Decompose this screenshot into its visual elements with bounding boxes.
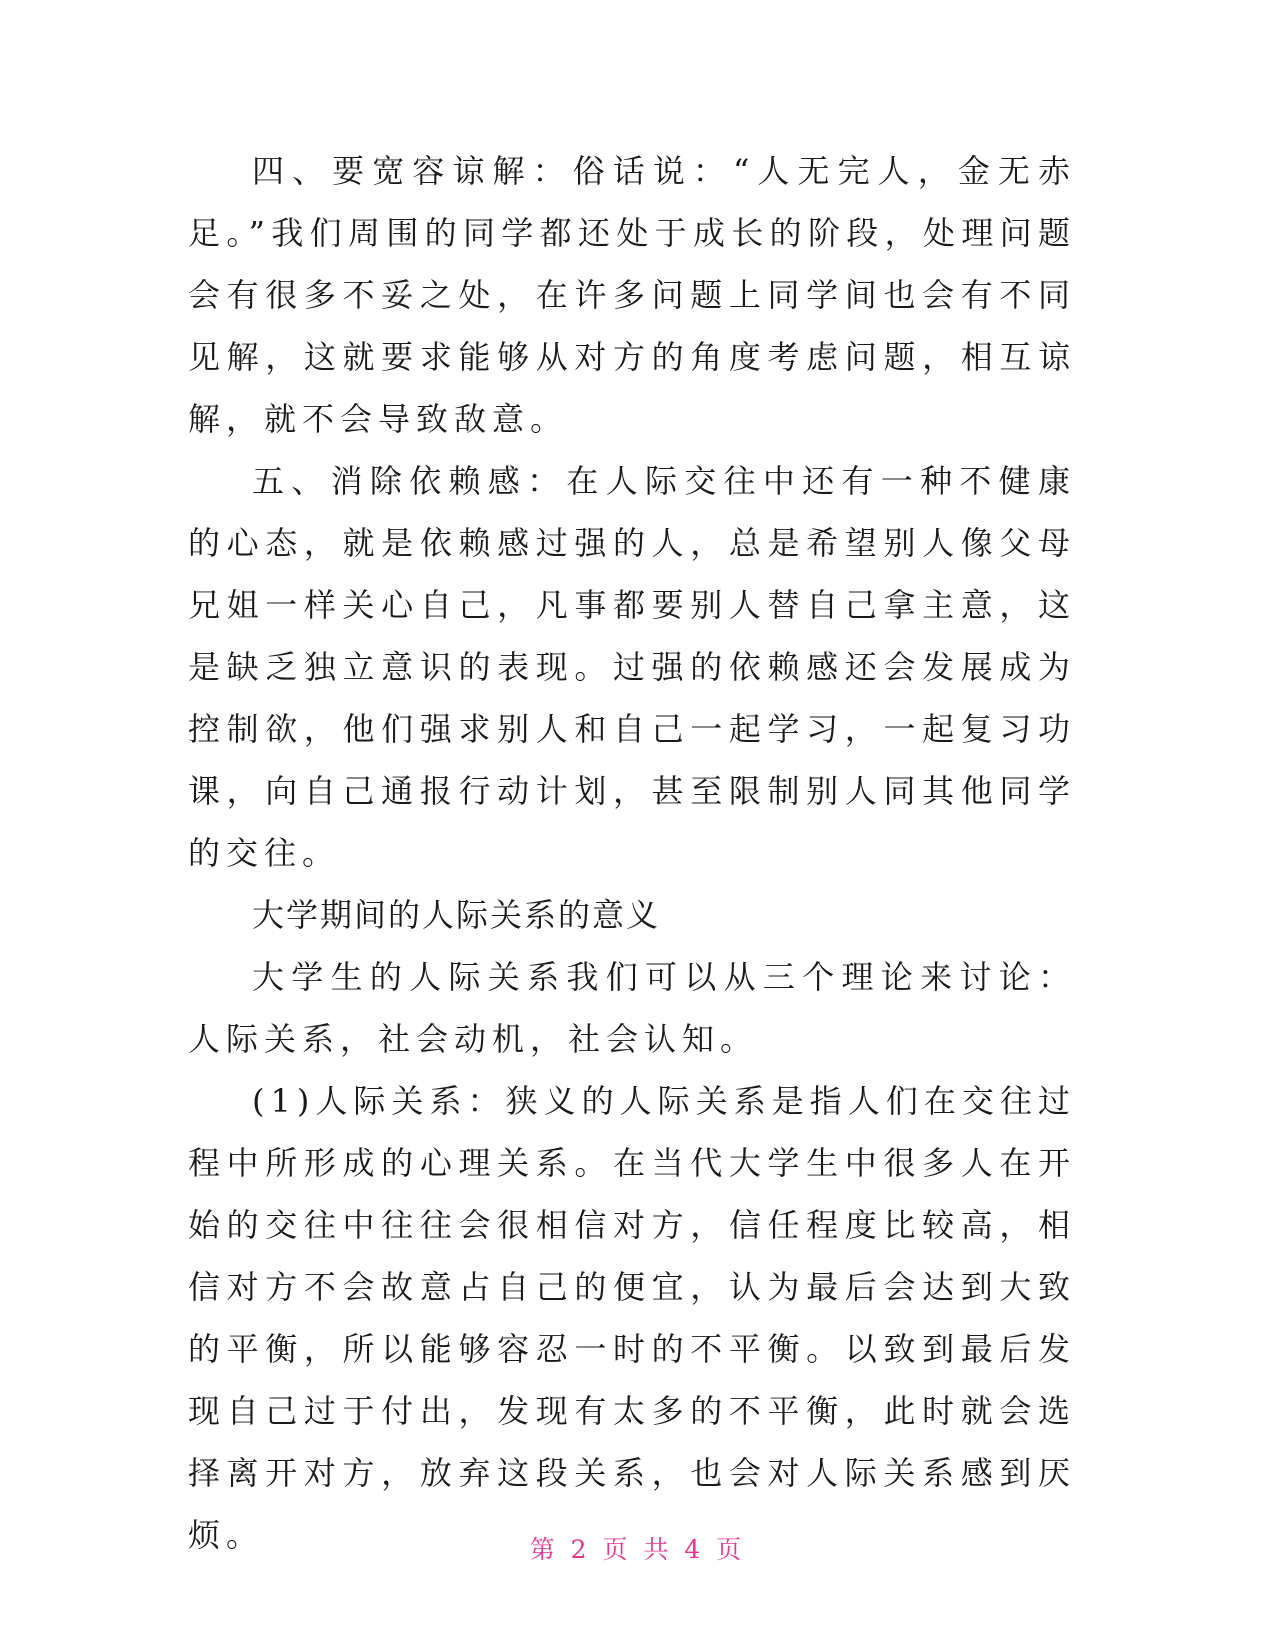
- section-heading: 大学期间的人际关系的意义: [252, 896, 661, 934]
- paragraph-theories: 大学生的人际关系我们可以从三个理论来讨论：人际关系，社会动机，社会认知。: [188, 958, 1076, 1058]
- paragraph-tolerance: 四、要宽容谅解：俗话说：“人无完人，金无赤足。”我们周围的同学都还处于成长的阶段，处理问题会有很多不妥之处，在许多问题上同学间也会有不同见解，这就要求能够从对方的角度考虑问题，相互谅解，就不会导致敌意。: [188, 152, 1076, 438]
- body-text: [188, 140, 1076, 1566]
- paragraph-interpersonal: (1)人际关系：狭义的人际关系是指人们在交往过程中所形成的心理关系。在当代大学生中很多人在开始的交往中往往会很相信对方，信任程度比较高，相信对方不会故意占自己的便宜，认为最后会达到大致的平衡，所以能够容忍一时的不平衡。以致到最后发现自己过于付出，发现有太多的不平衡，此时就会选择离开对方，放弃这段关系，也会对人际关系感到厌烦。: [188, 1082, 1076, 1554]
- page-number: 第 2 页 共 4 页: [529, 1535, 746, 1564]
- paragraph-dependence: 五、消除依赖感：在人际交往中还有一种不健康的心态，就是依赖感过强的人，总是希望别人像父母兄姐一样关心自己，凡事都要别人替自己拿主意，这是缺乏独立意识的表现。过强的依赖感还会发展成为控制欲，他们强求别人和自己一起学习，一起复习功课，向自己通报行动计划，甚至限制别人同其他同学的交往。: [188, 462, 1076, 872]
